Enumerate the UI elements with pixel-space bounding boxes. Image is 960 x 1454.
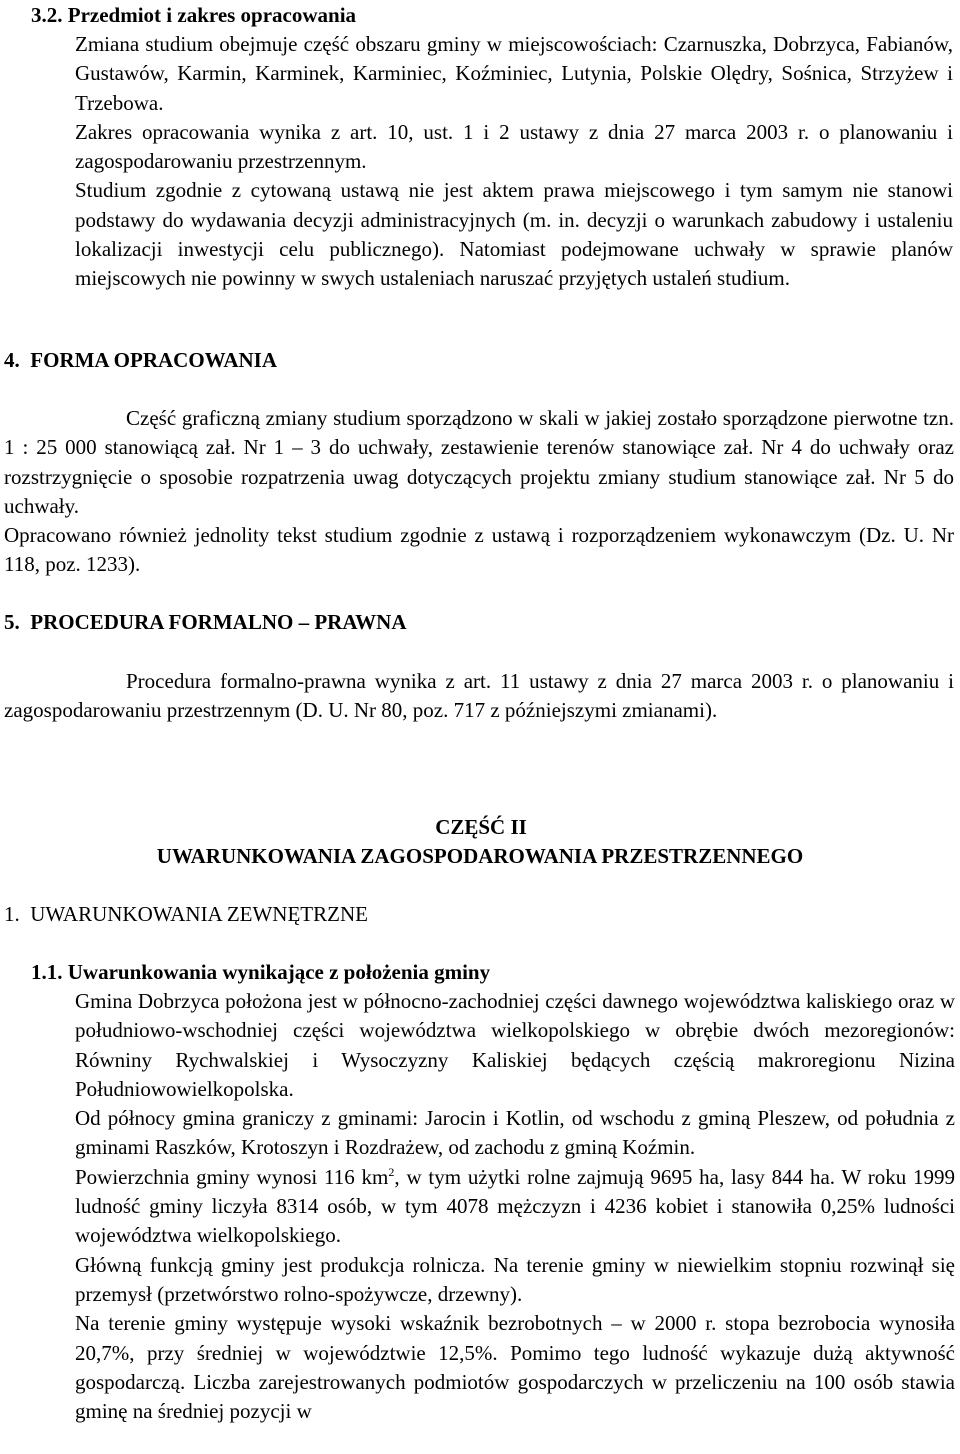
part-number: CZĘŚĆ II (435, 815, 527, 839)
paragraph: Na terenie gminy występuje wysoki wskaźnik bezrobotnych – w 2000 r. stopa bezrobocia wynosiła 20,7%, przy średniej w województwie 12,5%. Pomimo tego ludność wykazuje dużą aktywność gospodarczą. Liczba zarejestrowanych podmiotów gospodarczych w przeliczeniu na 100 osób stawia gminę na średniej pozycji w (75, 1311, 955, 1424)
section-3-2-heading: 3.2. Przedmiot i zakres opracowania (31, 3, 357, 27)
subsection-1-1-body (75, 987, 955, 1426)
part-heading (0, 813, 960, 872)
paragraph: Zakres opracowania wynika z art. 10, ust. 1 i 2 ustawy z dnia 27 marca 2003 r. o planowaniu i zagospodarowaniu przestrzennym. (75, 119, 953, 174)
paragraph: Od północy gmina graniczy z gminami: Jarocin i Kotlin, od wschodu z gminą Pleszew, od południa z gminami Raszków, Krotoszyn i Rozdrażew, od zachodu z gminą Koźmin. (75, 1106, 955, 1160)
section-5-heading: 5. PROCEDURA FORMALNO – PRAWNA (4, 610, 407, 634)
section-1-heading: 1. UWARUNKOWANIA ZEWNĘTRZNE (4, 902, 368, 926)
paragraph: Powierzchnia gminy wynosi 116 $km^2$, w tym użytki rolne zajmują 9695 ha, lasy 844 ha. W roku 1999 ludność gminy liczyła 8314 osób, w tym 4078 mężczyzn i 4236 kobiet i stanowiła 0,25% ludności województwa wielkopolskiego. (75, 1164, 955, 1248)
paragraph: Część graficzną zmiany studium sporządzono w skali w jakiej zostało sporządzone pierwotne tzn. 1 : 25 000 stanowiącą zał. Nr 1 – 3 do uchwały, zestawienie terenów stanowiące zał. Nr 4 do uchwały oraz rozstrzygnięcie o sposobie rozpatrzenia uwag dotyczących projektu zmiany studium stanowiące zał. Nr 5 do uchwały. (4, 406, 954, 518)
part-title: UWARUNKOWANIA ZAGOSPODAROWANIA PRZESTRZENNEGO (156, 844, 804, 869)
section-4-body (4, 404, 954, 580)
paragraph: Główną funkcją gminy jest produkcja rolnicza. Na terenie gminy w niewielkim stopniu rozwinął się przemysł (przetwórstwo rolno-spożywcze, drzewny). (75, 1252, 955, 1306)
section-5-body (4, 667, 954, 726)
section-4-heading: 4. FORMA OPRACOWANIA (4, 348, 277, 372)
paragraph: Zmiana studium obejmuje część obszaru gminy w miejscowościach: Czarnuszka, Dobrzyca, Fabianów, Gustawów, Karmin, Karminek, Karminiec, Koźminiec, Lutynia, Polskie Olędry, Sośnica, Strzyżew i Trzebowa. (75, 32, 953, 115)
paragraph: Opracowano również jednolity tekst studium zgodnie z ustawą i rozporządzeniem wykonawczym (Dz. U. Nr 118, poz. 1233). (4, 523, 954, 577)
section-3-2-body (75, 30, 953, 294)
paragraph: Studium zgodnie z cytowaną ustawą nie jest aktem prawa miejscowego i tym samym nie stanowi podstawy do wydawania decyzji administracyjnych (m. in. decyzji o warunkach zabudowy i ustaleniu lokalizacji inwestycji celu publicznego). Natomiast podejmowane uchwały w sprawie planów miejscowych nie powinny w swych ustaleniach naruszać przyjętych ustaleń studium. (75, 178, 953, 291)
superscript: 2 (388, 1164, 395, 1179)
paragraph: Gmina Dobrzyca położona jest w północno-zachodniej części dawnego województwa kaliskiego oraz w południowo-wschodniej części województwa wielkopolskiego w obrębie dwóch mezoregionów: Równiny Rychwalskiej i Wysoczyzny Kaliskiej będących częścią makroregionu Nizina Południowowielkopolska. (75, 989, 955, 1101)
subsection-1-1-heading: 1.1. Uwarunkowania wynikające z położenia gminy (31, 960, 491, 984)
paragraph: Procedura formalno-prawna wynika z art. 11 ustawy z dnia 27 marca 2003 r. o planowaniu i zagospodarowaniu przestrzennym (D. U. Nr 80, poz. 717 z późniejszymi zmianami). (4, 669, 954, 723)
